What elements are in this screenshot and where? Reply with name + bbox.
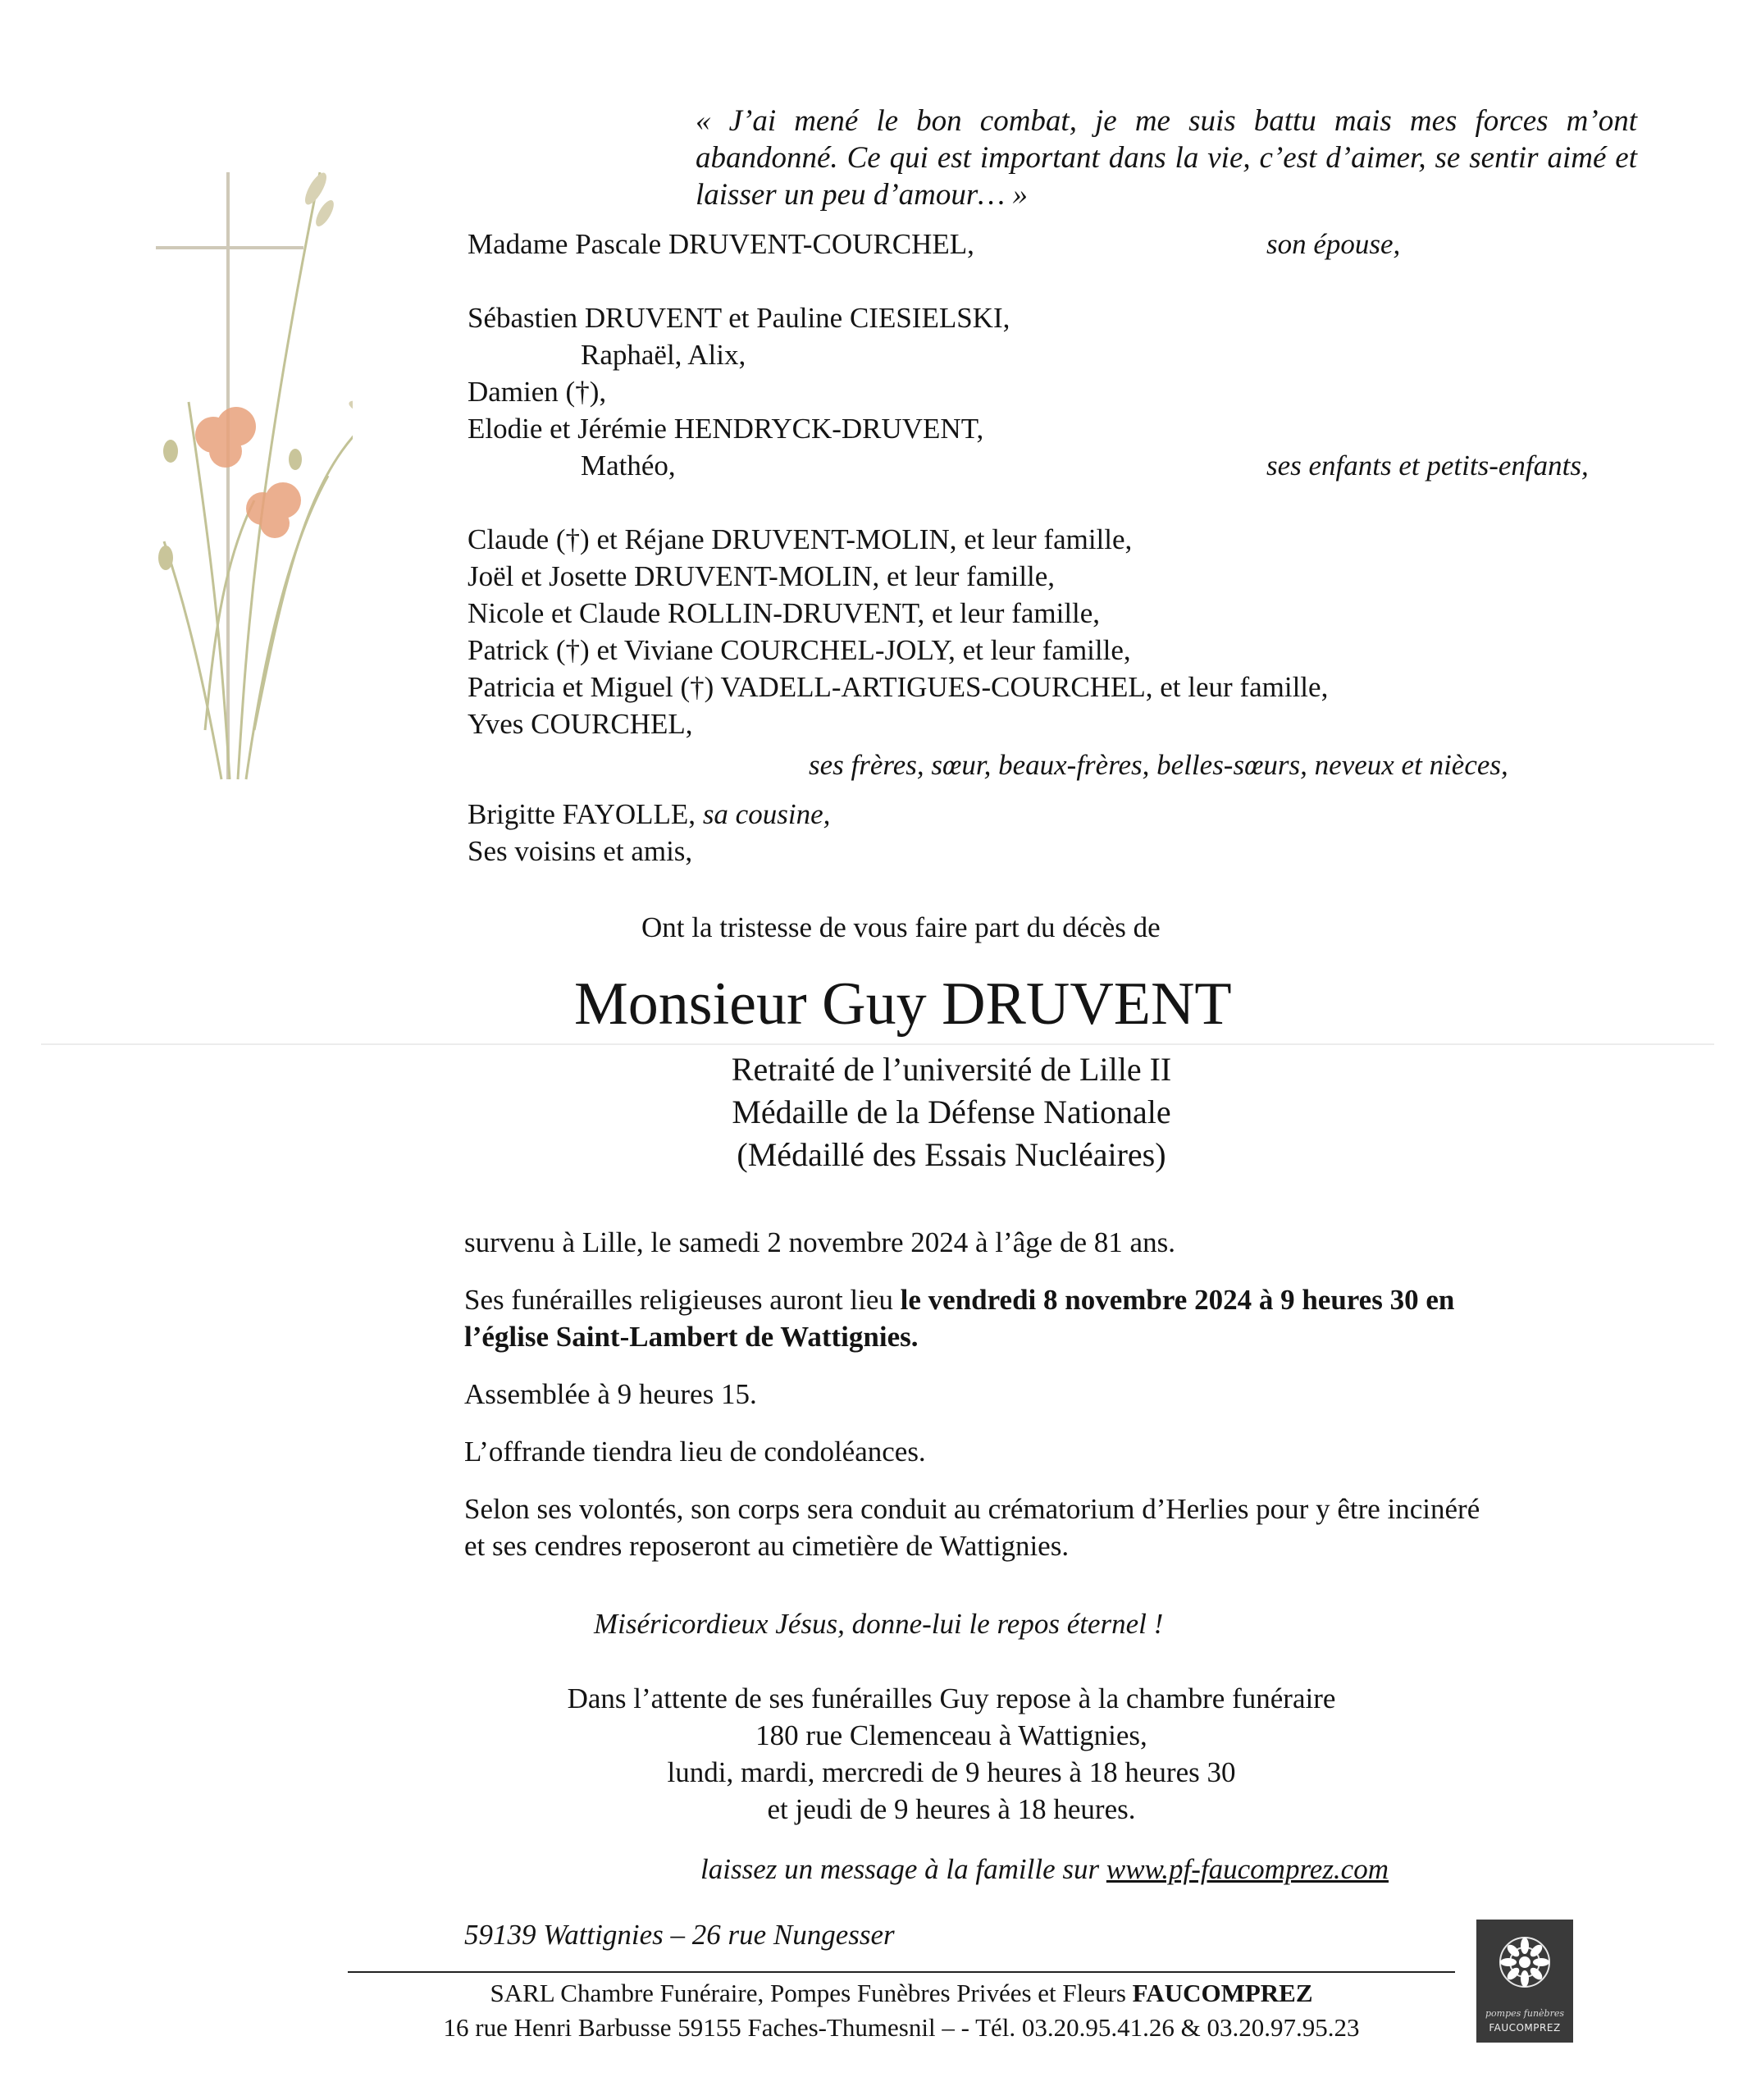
death-notice: survenu à Lille, le samedi 2 novembre 2024 à l’âge de 81 ans. xyxy=(464,1226,1175,1258)
spouse-name: Madame Pascale DRUVENT-COURCHEL, xyxy=(468,228,974,260)
faucomprez-logo xyxy=(1476,1920,1573,2043)
wheat-stems xyxy=(164,172,353,779)
footer-contact: 16 rue Henri Barbusse 59155 Faches-Thumesnil – - Tél. 03.20.95.41.26 & 03.20.97.95.23 xyxy=(443,2013,1360,2042)
grandchild-line: Raphaël, Alix, xyxy=(581,339,746,371)
footer-divider xyxy=(348,1971,1455,1973)
child-line: Elodie et Jérémie HENDRYCK-DRUVENT, xyxy=(468,413,984,445)
assembly-time: Assemblée à 9 heures 15. xyxy=(464,1378,757,1410)
fold-line xyxy=(41,1043,1714,1045)
cousin-name: Brigitte FAYOLLE, xyxy=(468,798,696,830)
deceased-name: Monsieur Guy DRUVENT xyxy=(574,970,1232,1038)
footer-company-name: FAUCOMPREZ xyxy=(1132,1979,1313,2007)
sibling-line: Joël et Josette DRUVENT-MOLIN, et leur famille, xyxy=(468,560,1056,592)
visitation-line: 180 rue Clemenceau à Wattignies, xyxy=(755,1719,1147,1751)
prayer: Miséricordieux Jésus, donne-lui le repos éternel ! xyxy=(594,1608,1164,1640)
sibling-line: Nicole et Claude ROLLIN-DRUVENT, et leur famille, xyxy=(468,597,1101,629)
neighbors-line: Ses voisins et amis, xyxy=(468,835,693,867)
sibling-line: Claude (†) et Réjane DRUVENT-MOLIN, et leur famille, xyxy=(468,523,1133,555)
wishes-line: et ses cendres reposeront au cimetière de Wattignies. xyxy=(464,1530,1070,1562)
cousin-relation: sa cousine, xyxy=(702,798,831,830)
spouse-relation: son épouse, xyxy=(1266,228,1401,260)
funeral-home-website-link[interactable]: www.pf-faucomprez.com xyxy=(1106,1853,1389,1885)
funeral-location: l’église Saint-Lambert de Wattignies. xyxy=(464,1321,919,1353)
flower-emblem-icon xyxy=(1476,1924,1573,2006)
cross-icon xyxy=(156,172,303,779)
family-address: 59139 Wattignies – 26 rue Nungesser xyxy=(464,1919,895,1951)
funeral-line xyxy=(464,1281,1454,1318)
funeral-intro: Ses funérailles religieuses auront lieu xyxy=(464,1284,893,1316)
sibling-line: Patrick (†) et Viviane COURCHEL-JOLY, et leur famille, xyxy=(468,634,1131,666)
visitation-line: lundi, mardi, mercredi de 9 heures à 18 heures 30 xyxy=(667,1756,1236,1788)
visitation-line: Dans l’attente de ses funérailles Guy repose à la chambre funéraire xyxy=(567,1682,1336,1714)
logo-name: FAUCOMPREZ xyxy=(1489,2022,1561,2034)
offering-note: L’offrande tiendra lieu de condoléances. xyxy=(464,1436,926,1468)
sibling-line: Yves COURCHEL, xyxy=(468,708,693,740)
announcement: Ont la tristesse de vous faire part du décès de xyxy=(641,911,1161,943)
cousin-line xyxy=(468,796,830,833)
deceased-title: Médaille de la Défense Nationale xyxy=(732,1093,1171,1130)
poppy-flower-icon xyxy=(195,407,301,538)
wishes-line: Selon ses volontés, son corps sera conduit au crématorium d’Herlies pour y être incinéré xyxy=(464,1493,1480,1525)
logo-tagline: pompes funèbres xyxy=(1485,2008,1564,2019)
deceased-title: Retraité de l’université de Lille II xyxy=(731,1051,1172,1088)
child-line: Damien (†), xyxy=(468,376,607,408)
footer-company xyxy=(348,1977,1455,2010)
child-line: Sébastien DRUVENT et Pauline CIESIELSKI, xyxy=(468,302,1010,334)
funeral-date: le vendredi 8 novembre 2024 à 9 heures 30 en xyxy=(900,1284,1455,1316)
footer-company-prefix: SARL Chambre Funéraire, Pompes Funèbres Privées et Fleurs xyxy=(490,1979,1126,2007)
message-line xyxy=(700,1851,1389,1888)
deceased-title: (Médaillé des Essais Nucléaires) xyxy=(737,1136,1166,1173)
wheat-ear xyxy=(301,170,353,423)
children-relation: ses enfants et petits-enfants, xyxy=(1266,450,1589,482)
grandchild-line: Mathéo, xyxy=(581,450,676,482)
siblings-relation: ses frères, sœur, beaux-frères, belles-sœurs, neveux et nièces, xyxy=(809,749,1508,781)
sibling-line: Patricia et Miguel (†) VADELL-ARTIGUES-COURCHEL, et leur famille, xyxy=(468,671,1329,703)
visitation-line: et jeudi de 9 heures à 18 heures. xyxy=(767,1793,1136,1825)
message-text: laissez un message à la famille sur xyxy=(700,1853,1100,1885)
epigraph-quote: « J’ai mené le bon combat, je me suis battu mais mes forces m’ont abandonné. Ce qui est important dans la vie, c’est d’aimer, se sentir aimé et laisser un peu d’amour… » xyxy=(696,104,1637,212)
cross-and-poppies-illustration xyxy=(123,156,353,796)
